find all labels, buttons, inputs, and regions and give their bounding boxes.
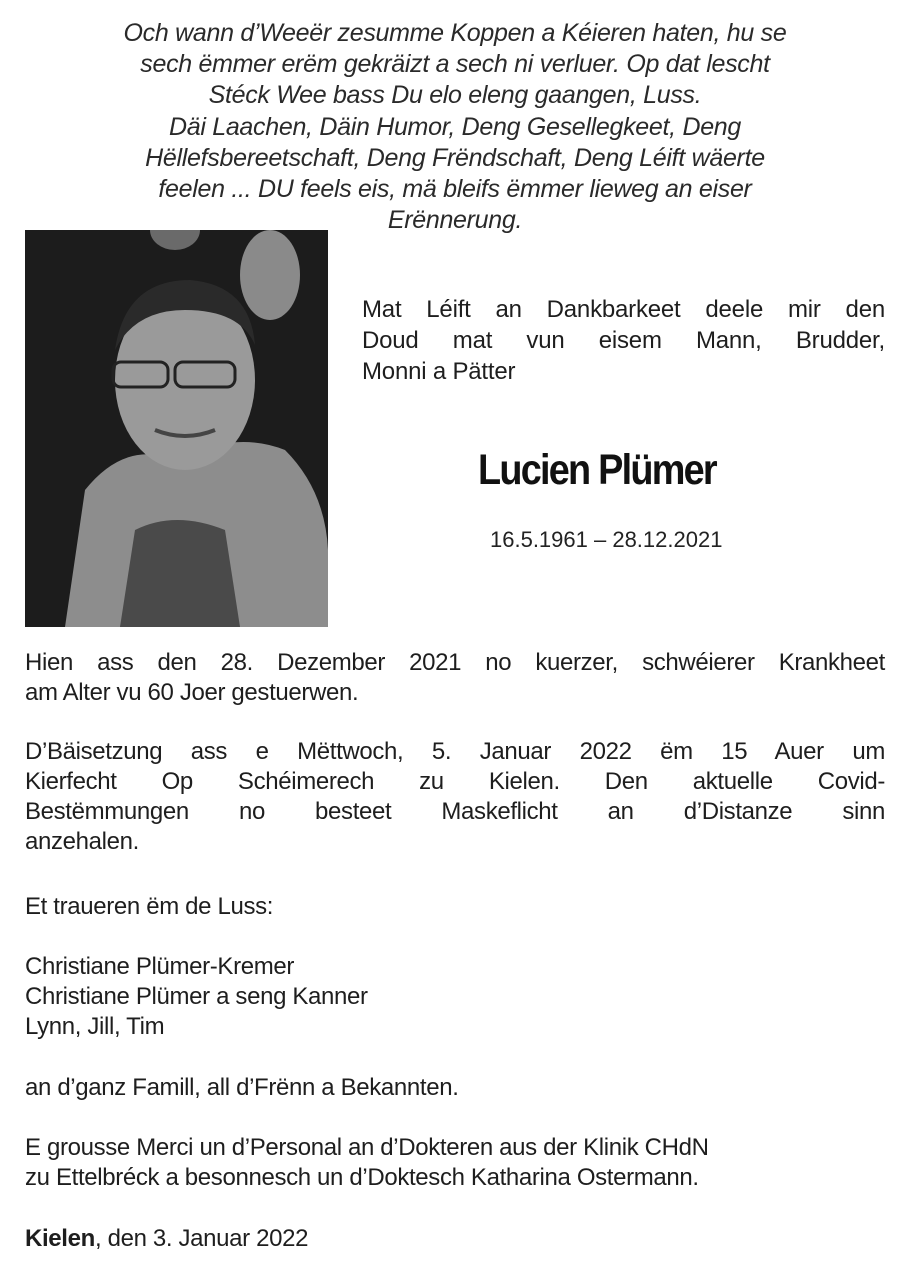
life-dates: 16.5.1961 – 28.12.2021 bbox=[490, 527, 723, 552]
poem-line: Däi Laachen, Däin Humor, Deng Gesellegkeet, Deng bbox=[168, 112, 742, 141]
mourners-list bbox=[25, 952, 885, 1042]
death-notice-paragraph bbox=[25, 648, 885, 708]
announcement-intro bbox=[362, 294, 885, 387]
memorial-poem bbox=[20, 18, 890, 236]
intro-line: Doud mat vun eisem Mann, Brudder, bbox=[362, 327, 885, 354]
date: , den 3. Januar 2022 bbox=[94, 1225, 309, 1252]
text-line: Kierfecht Op Schéimerech zu Kielen. Den aktuelle Covid- bbox=[25, 768, 885, 795]
place-date-line bbox=[25, 1224, 885, 1254]
mourner: Christiane Plümer-Kremer bbox=[25, 953, 295, 980]
text-line: zu Ettelbréck a besonnesch un d’Doktesch Katharina Ostermann. bbox=[25, 1164, 699, 1191]
text-line: Bestëmmungen no besteet Maskeflicht an d’Distanze sinn bbox=[25, 798, 885, 825]
place: Kielen bbox=[25, 1225, 95, 1252]
thanks-paragraph bbox=[25, 1133, 885, 1193]
poem-line: Och wann d’Weeër zesumme Koppen a Kéieren haten, hu se bbox=[123, 19, 787, 47]
portrait-photo bbox=[25, 230, 328, 627]
text-line: E grousse Merci un d’Personal an d’Dokteren aus der Klinik CHdN bbox=[25, 1134, 709, 1161]
mourning-intro: Et traueren ëm de Luss: bbox=[25, 893, 274, 920]
text-line: D’Bäisetzung ass e Mëttwoch, 5. Januar 2022 ëm 15 Auer um bbox=[25, 738, 885, 765]
intro-line: Mat Léift an Dankbarkeet deele mir den bbox=[362, 296, 885, 323]
text-line: Hien ass den 28. Dezember 2021 no kuerzer, schwéierer Krankheet bbox=[25, 649, 885, 676]
funeral-paragraph bbox=[25, 737, 885, 857]
mourner: Christiane Plümer a seng Kanner bbox=[25, 983, 368, 1010]
poem-line: Hëllefsbereetschaft, Deng Frëndschaft, Deng Léift wäerte bbox=[145, 143, 765, 172]
text-line: am Alter vu 60 Joer gestuerwen. bbox=[25, 679, 359, 706]
poem-line: Stéck Wee bass Du elo eleng gaangen, Luss. bbox=[208, 81, 702, 110]
poem-line: sech ëmmer erëm gekräizt a sech ni verluer. Op dat lescht bbox=[140, 50, 770, 79]
poem-line: Erënnerung. bbox=[387, 206, 523, 235]
deceased-name: Lucien Plümer bbox=[478, 446, 716, 494]
poem-line: feelen ... DU feels eis, mä bleifs ëmmer lieweg an eiser bbox=[158, 175, 752, 204]
intro-line: Monni a Pätter bbox=[362, 358, 516, 385]
text-line: anzehalen. bbox=[25, 828, 139, 855]
family-line: an d’ganz Famill, all d’Frënn a Bekannten. bbox=[25, 1074, 459, 1101]
mourner: Lynn, Jill, Tim bbox=[25, 1013, 165, 1040]
